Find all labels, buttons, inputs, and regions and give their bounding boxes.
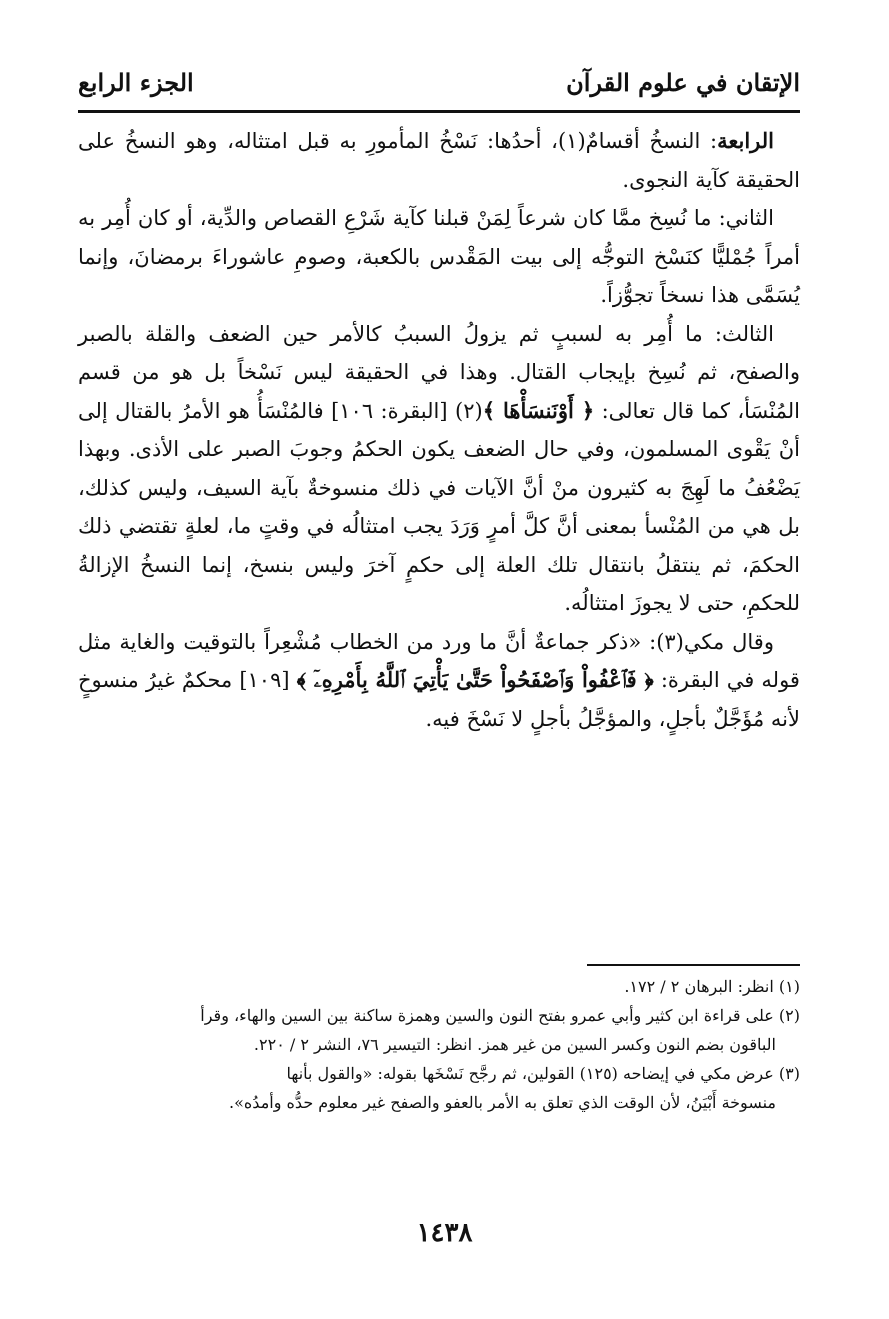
footnote-marker: (٣) — [778, 1064, 800, 1083]
running-header — [78, 62, 800, 102]
paragraph-fourth — [78, 122, 800, 199]
verse-citation: [البقرة: ١٠٦] — [331, 398, 448, 423]
paragraph-third — [78, 315, 800, 623]
footnote-2 — [78, 1001, 800, 1030]
paragraph-text: محكمٌ غيرُ منسوخٍ لأنه مُؤَجَّلٌ بأجلٍ، والمؤجَّلُ بأجلٍ لا نَسْخَ فيه. — [78, 668, 800, 731]
paragraph-text: : النسخُ أقسامٌ — [585, 129, 718, 153]
footnote-ref-3[interactable]: (٣) — [656, 629, 684, 654]
footnote-1 — [78, 972, 800, 1001]
footnote-text: انظر: البرهان ٢ / ١٧٢. — [624, 977, 774, 996]
footnote-2-continuation — [78, 1030, 800, 1059]
page-number: ١٤٣٨ — [416, 1218, 473, 1248]
paragraph-second — [78, 199, 800, 315]
paragraph-text: الثالث: ما أُمِر به لسببٍ ثم يزولُ السببُ كالأمر حين الضعف والقلة بالصبر والصفح، ثم نُسِخ بإيجاب القتال. وهذا في الحقيقة ليس نَسْخاً بل هو من قسم المُنْسَأ، كما قال تعالى: — [78, 321, 801, 423]
footnote-text: عرض مكي في إيضاحه (١٢٥) القولين، ثم رجَّح نَسْخَها بقوله: «والقول بأنها — [286, 1064, 774, 1083]
paragraph-makki — [78, 623, 800, 739]
quran-verse: ﴿ أَوْنَنسَأْهَا ﴾ — [482, 397, 595, 423]
paragraph-text: فالمُنْسَأُ هو الأمرُ بالقتال إلى أنْ يَقْوى المسلمون، وفي حال الضعف يكون الحكمُ وجوبَ الصبر على الأذى. وبهذا يَضْعُفُ ما لَهِجَ به كثيرون منْ أنَّ الآيات في ذلك منسوخةٌ بآية السيف، وليس كذلك، بل هي من المُنْسأ بمعنى أنَّ كلَّ أمرٍ وَرَدَ يجب امتثالُه في وقتٍ ما، لعلةٍ تقتضي ذلك الحكمَ، ثم ينتقلُ بانتقال تلك العلة إلى حكمٍ آخرَ وليس بنسخ، إنما النسخُ الإزالةُ للحكمِ، حتى لا يجوزَ امتثالُه. — [78, 398, 800, 615]
footnote-3-continuation — [78, 1088, 800, 1117]
paragraph-text: الثاني: ما نُسِخ ممَّا كان شرعاً لِمَنْ قبلنا كآية شَرْعِ القصاص والدِّية، أو كان أُمِر به أمراً جُمْليًّا كنَسْخ التوجُّه إلى بيت المَقْدس بالكعبة، وصومِ عاشوراءَ برمضانَ، وإنما يُسَمَّى هذا نسخاً تجوُّزاً. — [78, 206, 800, 307]
footnote-marker: (٢) — [778, 1006, 800, 1025]
footnote-text: على قراءة ابن كثير وأبي عمرو بفتح النون والسين وهمزة ساكنة بين السين والهاء، وقرأ — [200, 1006, 774, 1025]
footnote-ref-2[interactable]: (٢) — [455, 398, 483, 423]
verse-citation: [١٠٩] — [239, 668, 290, 692]
quran-verse: ﴿ فَٱعْفُواْ وَٱصْفَحُواْ حَتَّىٰ يَأْتِيَ ٱللَّهُ بِأَمْرِهِۦٓ ﴾ — [296, 667, 654, 692]
paragraph-text: وقال مكي — [683, 629, 774, 654]
footnote-text: منسوخة أَبْيَنُ، لأن الوقت الذي تعلق به الأمر بالعفو والصفح غير معلوم حدُّه وأمدُه». — [229, 1093, 776, 1112]
footnote-3 — [78, 1059, 800, 1088]
paragraph-text: : «ذكر جماعةٌ أنَّ ما ورد من الخطاب مُشْعِراً بالتوقيت والغاية مثل قوله في البقرة: — [78, 629, 800, 692]
footnote-text: الباقون بضم النون وكسر السين من غير همز. انظر: التيسير ٧٦، النشر ٢ / ٢٢٠. — [253, 1035, 776, 1054]
footnotes — [78, 972, 800, 1117]
volume-label: الجزء الرابع — [78, 67, 194, 97]
section-lead: الرابعة — [717, 128, 774, 153]
main-text — [78, 122, 800, 738]
paragraph-text: ، أحدُها: نَسْخُ المأمورِ به قبل امتثاله، وهو النسخُ على الحقيقة كآية النجوى. — [78, 129, 800, 192]
book-title: الإتقان في علوم القرآن — [566, 67, 800, 97]
footnote-rule — [587, 964, 800, 966]
footnote-ref-1[interactable]: (١) — [557, 129, 586, 153]
header-rule — [78, 110, 800, 113]
footnote-marker: (١) — [778, 977, 800, 996]
